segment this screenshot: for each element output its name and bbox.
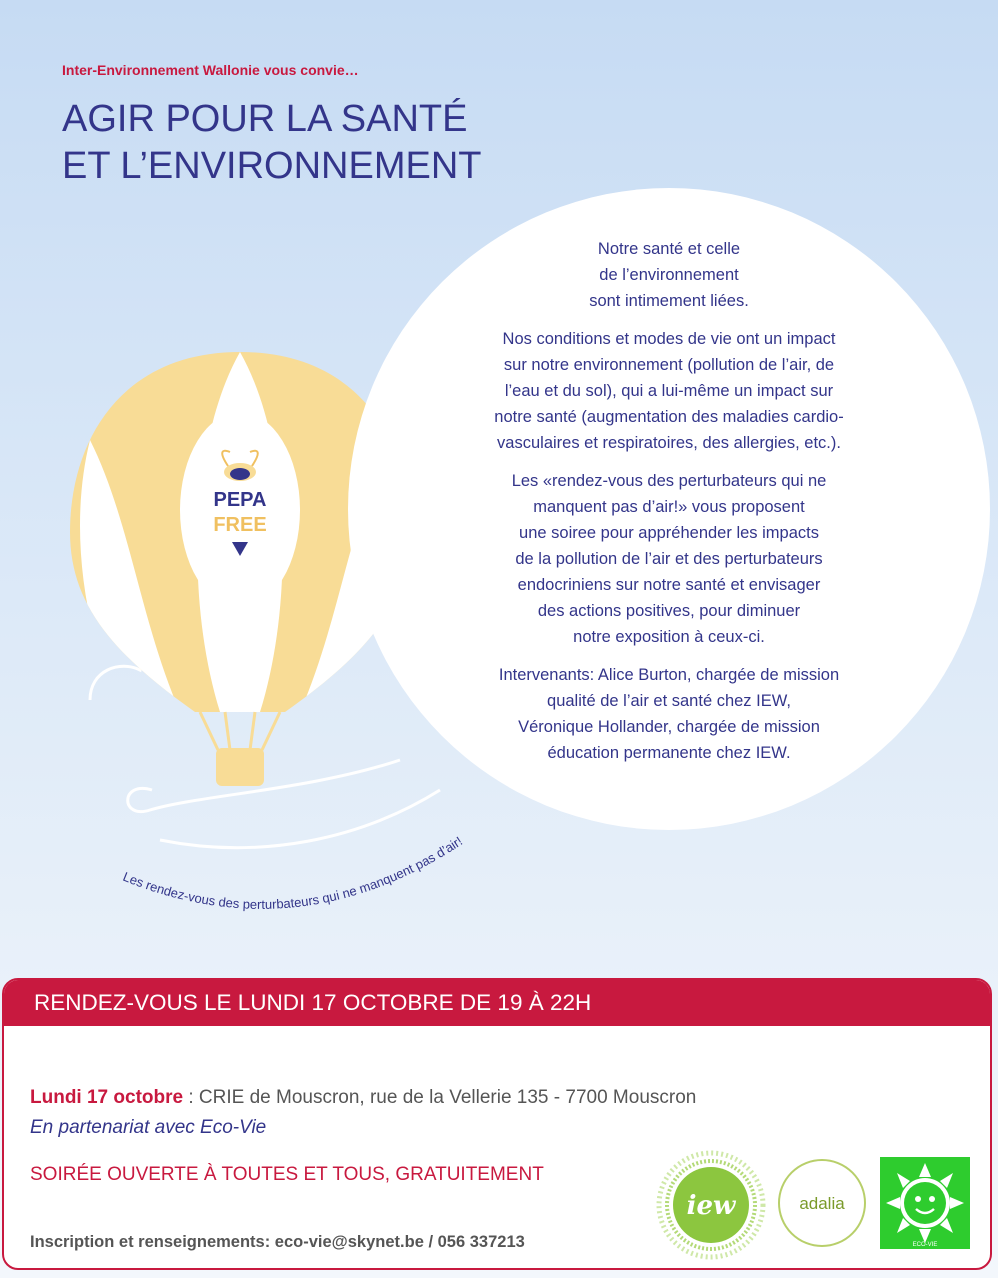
svg-text:Les rendez-vous des perturbate [121,833,465,912]
arc-caption-text: Les rendez-vous des perturbateurs qui ne manquent pas d’air! [120,833,466,912]
partner-line: En partenariat avec Eco-Vie [30,1117,267,1138]
pepa-label: PEPA [213,489,267,511]
event-location: : CRIE de Mouscron, rue de la Vellerie 135 - 7700 Mouscron [183,1087,697,1108]
svg-text:ECO-VIE: ECO-VIE [912,1242,938,1248]
adalia-logo [776,1157,868,1249]
event-location-line [30,1087,696,1109]
intro-paragraph: Notre santé et celle de l’environnement sont intimement liées. [589,240,749,310]
title-line-1: AGIR POUR LA SANTÉ [62,98,468,140]
header-intro: Inter-Environnement Wallonie vous convie… [62,62,359,78]
inscription-contact: Inscription et renseignements: eco-vie@skynet.be / 056 337213 [30,1233,525,1251]
svg-text:adalia: adalia [799,1194,845,1213]
title-line-2: ET L’ENVIRONNEMENT [62,145,482,187]
eco-vie-logo [880,1157,970,1249]
svg-text:iew: iew [686,1191,736,1221]
iew-logo [656,1150,766,1260]
open-event-notice: SOIRÉE OUVERTE À TOUTES ET TOUS, GRATUITEMENT [30,1164,544,1185]
free-label: FREE [213,514,267,536]
impact-paragraph: Nos conditions et modes de vie ont un impact sur notre environnement (pollution de l’air, de l’eau et du sol), qui a lui-même un impact sur notre santé (augmentation des maladies cardio- vasculaires et respiratoires, des allergies, etc.). [494,330,844,452]
speakers-paragraph: Intervenants: Alice Burton, chargée de mission qualité de l’air et santé chez IEW, Véronique Hollander, chargée de mission éducation permanente chez IEW. [498,666,840,762]
event-date: Lundi 17 octobre [30,1087,184,1108]
rendezvous-heading: RENDEZ-VOUS LE LUNDI 17 OCTOBRE DE 19 À 22H [4,980,990,1026]
rendezvous-paragraph: Les «rendez-vous des perturbateurs qui ne manquent pas d’air!» vous proposent une soiree pour appréhender les impacts de la pollution de l’air et des perturbateurs endocriniens sur notre santé et envisager des actions positives, pour diminuer notre exposition à ceux-ci. [511,472,827,646]
